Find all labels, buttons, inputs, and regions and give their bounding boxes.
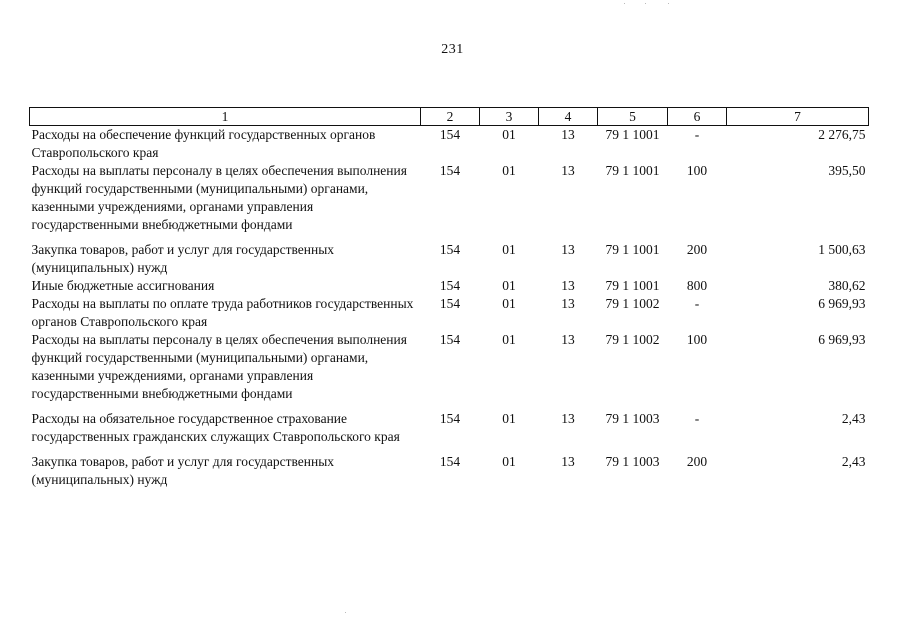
row-target-article: 79 1 1001 <box>605 242 660 257</box>
scan-speck <box>645 3 646 4</box>
table-row <box>30 453 869 489</box>
row-section: 01 <box>502 242 516 257</box>
row-description: Иные бюджетные ассигнования <box>31 278 215 293</box>
row-ministry: 154 <box>439 278 461 293</box>
row-expense-type: 800 <box>686 278 708 293</box>
row-section: 01 <box>502 332 516 347</box>
row-target-article: 79 1 1003 <box>605 411 660 426</box>
header-row <box>30 108 869 126</box>
row-description: Расходы на выплаты персоналу в целях обеспечения выполнения функций государственными (муниципальными) органами, казенными учреждениями, органами управления государственными внебюджетными фондами <box>31 163 407 232</box>
row-description: Закупка товаров, работ и услуг для государственных (муниципальных) нужд <box>31 454 335 487</box>
row-subsection: 13 <box>561 454 575 469</box>
header-cell: 6 <box>668 108 727 126</box>
row-description: Расходы на обеспечение функций государственных органов Ставропольского края <box>31 127 376 160</box>
row-description: Расходы на выплаты персоналу в целях обеспечения выполнения функций государственными (муниципальными) органами, казенными учреждениями, органами управления государственными внебюджетными фондами <box>31 332 407 401</box>
row-section: 01 <box>502 411 516 426</box>
table-row <box>30 241 869 277</box>
row-target-article: 79 1 1002 <box>605 296 660 311</box>
row-ministry: 154 <box>439 411 461 426</box>
row-amount: 395,50 <box>828 163 866 178</box>
row-target-article: 79 1 1001 <box>605 163 660 178</box>
row-ministry: 154 <box>439 242 461 257</box>
table-row <box>30 410 869 453</box>
table-row <box>30 331 869 410</box>
table-row <box>30 295 869 331</box>
row-target-article: 79 1 1001 <box>605 127 660 142</box>
row-subsection: 13 <box>561 163 575 178</box>
row-ministry: 154 <box>439 454 461 469</box>
scan-speck <box>345 612 346 613</box>
header-cell: 7 <box>727 108 869 126</box>
row-section: 01 <box>502 127 516 142</box>
row-ministry: 154 <box>439 163 461 178</box>
row-subsection: 13 <box>561 332 575 347</box>
row-subsection: 13 <box>561 127 575 142</box>
row-target-article: 79 1 1003 <box>605 454 660 469</box>
row-amount: 1 500,63 <box>818 242 866 257</box>
row-subsection: 13 <box>561 278 575 293</box>
row-expense-type: 100 <box>686 332 708 347</box>
row-amount: 380,62 <box>828 278 866 293</box>
row-ministry: 154 <box>439 127 461 142</box>
table-row <box>30 162 869 241</box>
row-section: 01 <box>502 163 516 178</box>
row-expense-type: - <box>694 296 700 311</box>
header-cell: 5 <box>598 108 668 126</box>
budget-table <box>29 107 869 489</box>
row-subsection: 13 <box>561 242 575 257</box>
row-expense-type: - <box>694 127 700 142</box>
row-section: 01 <box>502 296 516 311</box>
row-target-article: 79 1 1001 <box>605 278 660 293</box>
row-amount: 2,43 <box>841 411 866 426</box>
table-row <box>30 126 869 163</box>
row-subsection: 13 <box>561 296 575 311</box>
row-description: Закупка товаров, работ и услуг для государственных (муниципальных) нужд <box>31 242 335 275</box>
row-ministry: 154 <box>439 296 461 311</box>
table-row <box>30 277 869 295</box>
row-amount: 2,43 <box>841 454 866 469</box>
row-target-article: 79 1 1002 <box>605 332 660 347</box>
row-expense-type: - <box>694 411 700 426</box>
header-cell: 3 <box>480 108 539 126</box>
scan-speck <box>668 3 669 4</box>
row-section: 01 <box>502 454 516 469</box>
row-expense-type: 100 <box>686 163 708 178</box>
row-amount: 2 276,75 <box>818 127 866 142</box>
row-amount: 6 969,93 <box>818 332 866 347</box>
row-section: 01 <box>502 278 516 293</box>
header-cell: 2 <box>421 108 480 126</box>
row-expense-type: 200 <box>686 454 708 469</box>
page-number: 231 <box>441 42 464 57</box>
scan-speck <box>624 3 625 4</box>
row-amount: 6 969,93 <box>818 296 866 311</box>
row-expense-type: 200 <box>686 242 708 257</box>
row-ministry: 154 <box>439 332 461 347</box>
row-description: Расходы на выплаты по оплате труда работников государственных органов Ставропольского края <box>31 296 414 329</box>
header-cell: 4 <box>539 108 598 126</box>
header-cell: 1 <box>30 108 421 126</box>
row-description: Расходы на обязательное государственное страхование государственных гражданских служащих Ставропольского края <box>31 411 400 444</box>
row-subsection: 13 <box>561 411 575 426</box>
